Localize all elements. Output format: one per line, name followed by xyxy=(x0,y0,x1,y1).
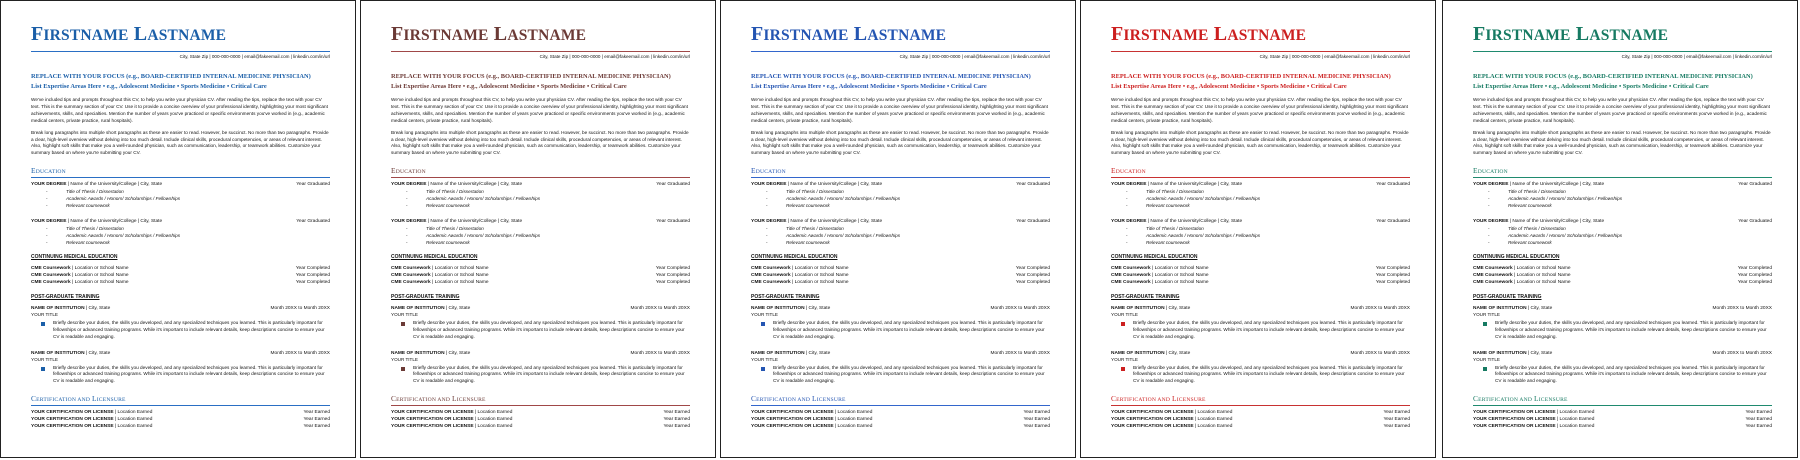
section-rule xyxy=(751,177,1050,178)
cert-row: YOUR CERTIFICATION OR LICENSE | Location Earned Year Earned xyxy=(391,417,690,423)
bullet-square-icon xyxy=(1121,322,1125,326)
cert-row: YOUR CERTIFICATION OR LICENSE | Location Earned Year Earned xyxy=(1473,410,1772,416)
cert-row: YOUR CERTIFICATION OR LICENSE | Location Earned Year Earned xyxy=(391,424,690,430)
resume-name: FIRSTNAME LASTNAME xyxy=(751,23,947,45)
degree-row: YOUR DEGREE | Name of the University/College | City, State Year Graduated xyxy=(1473,219,1772,225)
bullet-square-icon xyxy=(401,367,405,371)
contact-line: City, State Zip | 000-000-0000 | email@fakeemail.com | linkedin.com/in/url xyxy=(1621,54,1772,59)
list-item: - Relevant coursework xyxy=(1488,203,1552,209)
cme-row: CME Coursework | Location or School Name Year Completed xyxy=(31,280,330,286)
list-item: - Relevant coursework xyxy=(766,240,830,246)
list-item: - Academic Awards / Honors/ Scholarships / Fellowships xyxy=(1488,233,1623,239)
section-rule xyxy=(31,405,330,406)
bullet-square-icon xyxy=(761,367,765,371)
duty-bullet: Briefly describe your duties, the skills you developed, and any specialized techniques you learned. This is particularly important for fellowships or advanced training programs. While it's important to include relevant details, keep descriptions concise to ensure your CV is readable and engaging. xyxy=(1111,320,1410,340)
institution-row: NAME OF INSTITUTION | City, State Month 20XX to Month 20XX xyxy=(31,350,330,356)
bullet-square-icon xyxy=(1121,367,1125,371)
list-item: - Academic Awards / Honors/ Scholarships / Fellowships xyxy=(766,196,901,202)
resume-template-preview-4[interactable] xyxy=(1080,0,1436,458)
list-item: - Title of Thesis / Dissertation xyxy=(766,226,844,232)
header-rule xyxy=(391,51,690,52)
duty-bullet: Briefly describe your duties, the skills you developed, and any specialized techniques you learned. This is particularly important for fellowships or advanced training programs. While it's important to include relevant details, keep descriptions concise to ensure your CV is readable and engaging. xyxy=(31,320,330,340)
list-item: - Title of Thesis / Dissertation xyxy=(766,189,844,195)
degree-row: YOUR DEGREE | Name of the University/College | City, State Year Graduated xyxy=(751,219,1050,225)
summary-paragraph-2: Break long paragraphs into multiple short paragraphs as these are easier to read. However, be succinct. No more than two paragraphs. Provide a clear, high-level overview without delving into too much detail. Include clinical skills, procedural competencies, or areas of relevant interest. Also, highlight soft skills that make you a well-rounded physician, such as communication, leadership, or teamwork abilities. Customize your summary based on where you're submitting your CV. xyxy=(751,129,1049,156)
list-item: - Title of Thesis / Dissertation xyxy=(1488,189,1566,195)
focus-heading: REPLACE WITH YOUR FOCUS (e.g., BOARD-CERTIFIED INTERNAL MEDICINE PHYSICIAN) xyxy=(31,73,311,80)
expertise-line: List Expertise Areas Here • e.g., Adolescent Medicine • Sports Medicine • Critical Care xyxy=(1111,83,1347,90)
expertise-line: List Expertise Areas Here • e.g., Adolescent Medicine • Sports Medicine • Critical Care xyxy=(1473,83,1709,90)
cert-row: YOUR CERTIFICATION OR LICENSE | Location Earned Year Earned xyxy=(31,424,330,430)
cme-row: CME Coursework | Location or School Name Year Completed xyxy=(31,273,330,279)
cme-heading: CONTINUING MEDICAL EDUCATION xyxy=(1111,254,1198,261)
list-item: - Academic Awards / Honors/ Scholarships / Fellowships xyxy=(1126,196,1261,202)
cert-row: YOUR CERTIFICATION OR LICENSE | Location Earned Year Earned xyxy=(1111,417,1410,423)
degree-row: YOUR DEGREE | Name of the University/College | City, State Year Graduated xyxy=(1473,182,1772,188)
list-item: - Relevant coursework xyxy=(46,240,110,246)
pgt-heading: POST-GRADUATE TRAINING xyxy=(1111,294,1180,301)
resume-template-preview-3[interactable] xyxy=(720,0,1076,458)
pgt-heading: POST-GRADUATE TRAINING xyxy=(31,294,100,301)
cert-row: YOUR CERTIFICATION OR LICENSE | Location Earned Year Earned xyxy=(391,410,690,416)
degree-row: YOUR DEGREE | Name of the University/College | City, State Year Graduated xyxy=(391,182,690,188)
summary-paragraph-1: We've included tips and prompts throughout this CV, to help you write your physician CV. After reading the tips, replace the text with your CV text. This is the summary section of your CV. Use it to provide a concise overview of your professional identity, highlighting your most significant achievements, skills, and specialties. Mention the number of years you've practiced or specific environments you've worked in (e.g., academic medical centers, private practice, rural hospitals). xyxy=(1111,97,1408,123)
expertise-line: List Expertise Areas Here • e.g., Adolescent Medicine • Sports Medicine • Critical Care xyxy=(391,83,627,90)
resume-name: FIRSTNAME LASTNAME xyxy=(1473,23,1669,45)
cert-row: YOUR CERTIFICATION OR LICENSE | Location Earned Year Earned xyxy=(31,417,330,423)
list-item: - Relevant coursework xyxy=(406,203,470,209)
list-item: - Title of Thesis / Dissertation xyxy=(1126,226,1204,232)
education-heading: EDUCATION xyxy=(391,166,426,176)
degree-row: YOUR DEGREE | Name of the University/College | City, State Year Graduated xyxy=(31,182,330,188)
duty-bullet: Briefly describe your duties, the skills you developed, and any specialized techniques you learned. This is particularly important for fellowships or advanced training programs. While it's important to include relevant details, keep descriptions concise to ensure your CV is readable and engaging. xyxy=(1473,365,1772,385)
institution-row: NAME OF INSTITUTION | City, State Month 20XX to Month 20XX xyxy=(1111,306,1410,312)
institution-row: NAME OF INSTITUTION | City, State Month 20XX to Month 20XX xyxy=(391,306,690,312)
degree-row: YOUR DEGREE | Name of the University/College | City, State Year Graduated xyxy=(1111,219,1410,225)
summary-paragraph-1: We've included tips and prompts throughout this CV, to help you write your physician CV. After reading the tips, replace the text with your CV text. This is the summary section of your CV. Use it to provide a concise overview of your professional identity, highlighting your most significant achievements, skills, and specialties. Mention the number of years you've practiced or specific environments you've worked in (e.g., academic medical centers, private practice, rural hospitals). xyxy=(751,97,1048,123)
list-item: - Academic Awards / Honors/ Scholarships / Fellowships xyxy=(1126,233,1261,239)
focus-heading: REPLACE WITH YOUR FOCUS (e.g., BOARD-CERTIFIED INTERNAL MEDICINE PHYSICIAN) xyxy=(751,73,1031,80)
degree-row: YOUR DEGREE | Name of the University/College | City, State Year Graduated xyxy=(391,219,690,225)
job-title: YOUR TITLE xyxy=(1111,356,1138,362)
job-title: YOUR TITLE xyxy=(31,312,58,318)
bullet-square-icon xyxy=(1483,322,1487,326)
section-rule xyxy=(751,405,1050,406)
focus-heading: REPLACE WITH YOUR FOCUS (e.g., BOARD-CERTIFIED INTERNAL MEDICINE PHYSICIAN) xyxy=(391,73,671,80)
cme-row: CME Coursework | Location or School Name Year Completed xyxy=(1473,280,1772,286)
cme-heading: CONTINUING MEDICAL EDUCATION xyxy=(751,254,838,261)
section-rule xyxy=(1473,177,1772,178)
cert-row: YOUR CERTIFICATION OR LICENSE | Location Earned Year Earned xyxy=(751,417,1050,423)
header-rule xyxy=(1473,51,1772,52)
education-heading: EDUCATION xyxy=(751,166,786,176)
section-rule xyxy=(1473,405,1772,406)
institution-row: NAME OF INSTITUTION | City, State Month 20XX to Month 20XX xyxy=(1473,306,1772,312)
duty-bullet: Briefly describe your duties, the skills you developed, and any specialized techniques you learned. This is particularly important for fellowships or advanced training programs. While it's important to include relevant details, keep descriptions concise to ensure your CV is readable and engaging. xyxy=(1473,320,1772,340)
job-title: YOUR TITLE xyxy=(31,356,58,362)
resume-template-preview-1[interactable] xyxy=(0,0,356,458)
summary-paragraph-1: We've included tips and prompts throughout this CV, to help you write your physician CV. After reading the tips, replace the text with your CV text. This is the summary section of your CV. Use it to provide a concise overview of your professional identity, highlighting your most significant achievements, skills, and specialties. Mention the number of years you've practiced or specific environments you've worked in (e.g., academic medical centers, private practice, rural hospitals). xyxy=(391,97,688,123)
cme-row: CME Coursework | Location or School Name Year Completed xyxy=(1111,280,1410,286)
summary-paragraph-1: We've included tips and prompts throughout this CV, to help you write your physician CV. After reading the tips, replace the text with your CV text. This is the summary section of your CV. Use it to provide a concise overview of your professional identity, highlighting your most significant achievements, skills, and specialties. Mention the number of years you've practiced or specific environments you've worked in (e.g., academic medical centers, private practice, rural hospitals). xyxy=(31,97,328,123)
summary-paragraph-2: Break long paragraphs into multiple short paragraphs as these are easier to read. However, be succinct. No more than two paragraphs. Provide a clear, high-level overview without delving into too much detail. Include clinical skills, procedural competencies, or areas of relevant interest. Also, highlight soft skills that make you a well-rounded physician, such as communication, leadership, or teamwork abilities. Customize your summary based on where you're submitting your CV. xyxy=(31,129,329,156)
section-rule xyxy=(391,405,690,406)
summary-paragraph-2: Break long paragraphs into multiple short paragraphs as these are easier to read. However, be succinct. No more than two paragraphs. Provide a clear, high-level overview without delving into too much detail. Include clinical skills, procedural competencies, or areas of relevant interest. Also, highlight soft skills that make you a well-rounded physician, such as communication, leadership, or teamwork abilities. Customize your summary based on where you're submitting your CV. xyxy=(391,129,689,156)
job-title: YOUR TITLE xyxy=(751,356,778,362)
section-rule xyxy=(391,177,690,178)
pgt-heading: POST-GRADUATE TRAINING xyxy=(391,294,460,301)
expertise-line: List Expertise Areas Here • e.g., Adolescent Medicine • Sports Medicine • Critical Care xyxy=(751,83,987,90)
bullet-square-icon xyxy=(1483,367,1487,371)
list-item: - Academic Awards / Honors/ Scholarships / Fellowships xyxy=(766,233,901,239)
bullet-square-icon xyxy=(401,322,405,326)
institution-row: NAME OF INSTITUTION | City, State Month 20XX to Month 20XX xyxy=(751,306,1050,312)
cert-row: YOUR CERTIFICATION OR LICENSE | Location Earned Year Earned xyxy=(751,424,1050,430)
education-heading: EDUCATION xyxy=(1111,166,1146,176)
institution-row: NAME OF INSTITUTION | City, State Month 20XX to Month 20XX xyxy=(1473,350,1772,356)
contact-line: City, State Zip | 000-000-0000 | email@fakeemail.com | linkedin.com/in/url xyxy=(179,54,330,59)
list-item: - Title of Thesis / Dissertation xyxy=(46,226,124,232)
resume-template-preview-5[interactable] xyxy=(1442,0,1798,458)
focus-heading: REPLACE WITH YOUR FOCUS (e.g., BOARD-CERTIFIED INTERNAL MEDICINE PHYSICIAN) xyxy=(1111,73,1391,80)
contact-line: City, State Zip | 000-000-0000 | email@fakeemail.com | linkedin.com/in/url xyxy=(899,54,1050,59)
bullet-square-icon xyxy=(41,322,45,326)
institution-row: NAME OF INSTITUTION | City, State Month 20XX to Month 20XX xyxy=(31,306,330,312)
cme-row: CME Coursework | Location or School Name Year Completed xyxy=(391,266,690,272)
cme-row: CME Coursework | Location or School Name Year Completed xyxy=(1473,266,1772,272)
job-title: YOUR TITLE xyxy=(391,356,418,362)
certification-heading: CERTIFICATION AND LICENSURE xyxy=(1473,394,1568,404)
list-item: - Title of Thesis / Dissertation xyxy=(1126,189,1204,195)
summary-paragraph-2: Break long paragraphs into multiple short paragraphs as these are easier to read. However, be succinct. No more than two paragraphs. Provide a clear, high-level overview without delving into too much detail. Include clinical skills, procedural competencies, or areas of relevant interest. Also, highlight soft skills that make you a well-rounded physician, such as communication, leadership, or teamwork abilities. Customize your summary based on where you're submitting your CV. xyxy=(1473,129,1771,156)
list-item: - Academic Awards / Honors/ Scholarships / Fellowships xyxy=(406,196,541,202)
list-item: - Academic Awards / Honors/ Scholarships / Fellowships xyxy=(406,233,541,239)
certification-heading: CERTIFICATION AND LICENSURE xyxy=(31,394,126,404)
education-heading: EDUCATION xyxy=(31,166,66,176)
pgt-heading: POST-GRADUATE TRAINING xyxy=(1473,294,1542,301)
degree-row: YOUR DEGREE | Name of the University/College | City, State Year Graduated xyxy=(1111,182,1410,188)
list-item: - Relevant coursework xyxy=(1488,240,1552,246)
duty-bullet: Briefly describe your duties, the skills you developed, and any specialized techniques you learned. This is particularly important for fellowships or advanced training programs. While it's important to include relevant details, keep descriptions concise to ensure your CV is readable and engaging. xyxy=(1111,365,1410,385)
header-rule xyxy=(751,51,1050,52)
degree-row: YOUR DEGREE | Name of the University/College | City, State Year Graduated xyxy=(31,219,330,225)
cme-row: CME Coursework | Location or School Name Year Completed xyxy=(1111,266,1410,272)
education-heading: EDUCATION xyxy=(1473,166,1508,176)
list-item: - Relevant coursework xyxy=(1126,240,1190,246)
duty-bullet: Briefly describe your duties, the skills you developed, and any specialized techniques you learned. This is particularly important for fellowships or advanced training programs. While it's important to include relevant details, keep descriptions concise to ensure your CV is readable and engaging. xyxy=(751,365,1050,385)
summary-paragraph-1: We've included tips and prompts throughout this CV, to help you write your physician CV. After reading the tips, replace the text with your CV text. This is the summary section of your CV. Use it to provide a concise overview of your professional identity, highlighting your most significant achievements, skills, and specialties. Mention the number of years you've practiced or specific environments you've worked in (e.g., academic medical centers, private practice, rural hospitals). xyxy=(1473,97,1770,123)
duty-bullet: Briefly describe your duties, the skills you developed, and any specialized techniques you learned. This is particularly important for fellowships or advanced training programs. While it's important to include relevant details, keep descriptions concise to ensure your CV is readable and engaging. xyxy=(391,320,690,340)
job-title: YOUR TITLE xyxy=(1111,312,1138,318)
header-rule xyxy=(1111,51,1410,52)
resume-template-preview-2[interactable] xyxy=(360,0,716,458)
duty-bullet: Briefly describe your duties, the skills you developed, and any specialized techniques you learned. This is particularly important for fellowships or advanced training programs. While it's important to include relevant details, keep descriptions concise to ensure your CV is readable and engaging. xyxy=(391,365,690,385)
cert-row: YOUR CERTIFICATION OR LICENSE | Location Earned Year Earned xyxy=(1111,410,1410,416)
institution-row: NAME OF INSTITUTION | City, State Month 20XX to Month 20XX xyxy=(391,350,690,356)
duty-bullet: Briefly describe your duties, the skills you developed, and any specialized techniques you learned. This is particularly important for fellowships or advanced training programs. While it's important to include relevant details, keep descriptions concise to ensure your CV is readable and engaging. xyxy=(31,365,330,385)
job-title: YOUR TITLE xyxy=(1473,356,1500,362)
expertise-line: List Expertise Areas Here • e.g., Adolescent Medicine • Sports Medicine • Critical Care xyxy=(31,83,267,90)
cme-row: CME Coursework | Location or School Name Year Completed xyxy=(751,280,1050,286)
institution-row: NAME OF INSTITUTION | City, State Month 20XX to Month 20XX xyxy=(1111,350,1410,356)
bullet-square-icon xyxy=(761,322,765,326)
bullet-square-icon xyxy=(41,367,45,371)
cme-row: CME Coursework | Location or School Name Year Completed xyxy=(31,266,330,272)
list-item: - Academic Awards / Honors/ Scholarships / Fellowships xyxy=(46,196,181,202)
focus-heading: REPLACE WITH YOUR FOCUS (e.g., BOARD-CERTIFIED INTERNAL MEDICINE PHYSICIAN) xyxy=(1473,73,1753,80)
contact-line: City, State Zip | 000-000-0000 | email@fakeemail.com | linkedin.com/in/url xyxy=(539,54,690,59)
section-rule xyxy=(1111,405,1410,406)
cert-row: YOUR CERTIFICATION OR LICENSE | Location Earned Year Earned xyxy=(751,410,1050,416)
summary-paragraph-2: Break long paragraphs into multiple short paragraphs as these are easier to read. However, be succinct. No more than two paragraphs. Provide a clear, high-level overview without delving into too much detail. Include clinical skills, procedural competencies, or areas of relevant interest. Also, highlight soft skills that make you a well-rounded physician, such as communication, leadership, or teamwork abilities. Customize your summary based on where you're submitting your CV. xyxy=(1111,129,1409,156)
certification-heading: CERTIFICATION AND LICENSURE xyxy=(751,394,846,404)
job-title: YOUR TITLE xyxy=(391,312,418,318)
header-rule xyxy=(31,51,330,52)
list-item: - Academic Awards / Honors/ Scholarships / Fellowships xyxy=(46,233,181,239)
cert-row: YOUR CERTIFICATION OR LICENSE | Location Earned Year Earned xyxy=(1473,424,1772,430)
cert-row: YOUR CERTIFICATION OR LICENSE | Location Earned Year Earned xyxy=(31,410,330,416)
cme-heading: CONTINUING MEDICAL EDUCATION xyxy=(391,254,478,261)
degree-row: YOUR DEGREE | Name of the University/College | City, State Year Graduated xyxy=(751,182,1050,188)
list-item: - Title of Thesis / Dissertation xyxy=(46,189,124,195)
list-item: - Academic Awards / Honors/ Scholarships / Fellowships xyxy=(1488,196,1623,202)
list-item: - Title of Thesis / Dissertation xyxy=(406,226,484,232)
list-item: - Title of Thesis / Dissertation xyxy=(406,189,484,195)
resume-name: FIRSTNAME LASTNAME xyxy=(391,23,587,45)
institution-row: NAME OF INSTITUTION | City, State Month 20XX to Month 20XX xyxy=(751,350,1050,356)
cme-row: CME Coursework | Location or School Name Year Completed xyxy=(751,273,1050,279)
certification-heading: CERTIFICATION AND LICENSURE xyxy=(391,394,486,404)
certification-heading: CERTIFICATION AND LICENSURE xyxy=(1111,394,1206,404)
contact-line: City, State Zip | 000-000-0000 | email@fakeemail.com | linkedin.com/in/url xyxy=(1259,54,1410,59)
cert-row: YOUR CERTIFICATION OR LICENSE | Location Earned Year Earned xyxy=(1111,424,1410,430)
resume-name: FIRSTNAME LASTNAME xyxy=(1111,23,1307,45)
cme-row: CME Coursework | Location or School Name Year Completed xyxy=(391,273,690,279)
resume-name: FIRSTNAME LASTNAME xyxy=(31,23,227,45)
cme-row: CME Coursework | Location or School Name Year Completed xyxy=(1473,273,1772,279)
cme-heading: CONTINUING MEDICAL EDUCATION xyxy=(1473,254,1560,261)
list-item: - Relevant coursework xyxy=(1126,203,1190,209)
cme-row: CME Coursework | Location or School Name Year Completed xyxy=(391,280,690,286)
list-item: - Title of Thesis / Dissertation xyxy=(1488,226,1566,232)
cme-row: CME Coursework | Location or School Name Year Completed xyxy=(1111,273,1410,279)
cert-row: YOUR CERTIFICATION OR LICENSE | Location Earned Year Earned xyxy=(1473,417,1772,423)
list-item: - Relevant coursework xyxy=(406,240,470,246)
section-rule xyxy=(1111,177,1410,178)
list-item: - Relevant coursework xyxy=(46,203,110,209)
job-title: YOUR TITLE xyxy=(751,312,778,318)
list-item: - Relevant coursework xyxy=(766,203,830,209)
pgt-heading: POST-GRADUATE TRAINING xyxy=(751,294,820,301)
cme-row: CME Coursework | Location or School Name Year Completed xyxy=(751,266,1050,272)
duty-bullet: Briefly describe your duties, the skills you developed, and any specialized techniques you learned. This is particularly important for fellowships or advanced training programs. While it's important to include relevant details, keep descriptions concise to ensure your CV is readable and engaging. xyxy=(751,320,1050,340)
cme-heading: CONTINUING MEDICAL EDUCATION xyxy=(31,254,118,261)
section-rule xyxy=(31,177,330,178)
job-title: YOUR TITLE xyxy=(1473,312,1500,318)
